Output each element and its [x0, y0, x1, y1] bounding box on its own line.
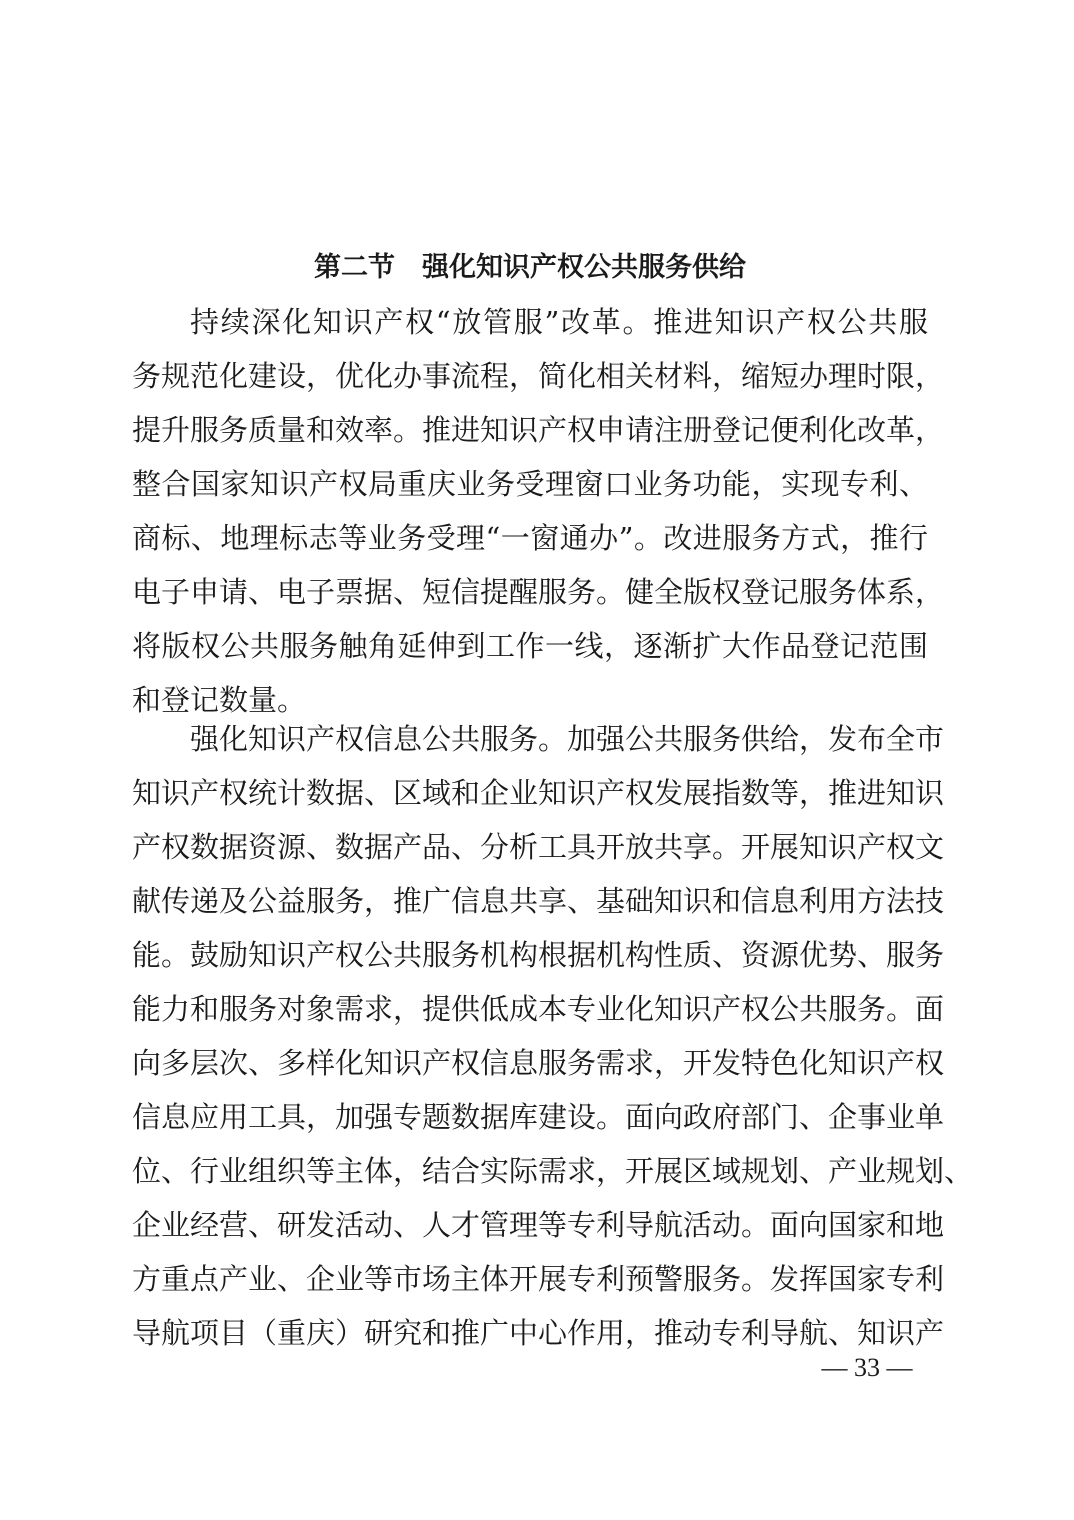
paragraph-line: 和登记数量。 [132, 683, 307, 717]
paragraph-line: 持续深化知识产权“放管服”改革。推进知识产权公共服 [190, 305, 928, 339]
paragraph-line: 位、行业组织等主体，结合实际需求，开展区域规划、产业规划、 [132, 1154, 974, 1188]
paragraph-line: 能力和服务对象需求，提供低成本专业化知识产权公共服务。面 [132, 992, 945, 1026]
paragraph-line: 提升服务质量和效率。推进知识产权申请注册登记便利化改革， [132, 413, 945, 447]
paragraph-line: 向多层次、多样化知识产权信息服务需求，开发特色化知识产权 [132, 1046, 945, 1080]
paragraph-line: 方重点产业、企业等市场主体开展专利预警服务。发挥国家专利 [132, 1262, 945, 1296]
paragraph-line: 将版权公共服务触角延伸到工作一线，逐渐扩大作品登记范围 [132, 629, 928, 663]
page-number: — 33 — [821, 1353, 913, 1382]
paragraph-line: 献传递及公益服务，推广信息共享、基础知识和信息利用方法技 [132, 884, 945, 918]
paragraph-line: 信息应用工具，加强专题数据库建设。面向政府部门、企事业单 [132, 1100, 945, 1134]
paragraph-line: 能。鼓励知识产权公共服务机构根据机构性质、资源优势、服务 [132, 938, 945, 972]
paragraph-public-service-reform [132, 295, 945, 727]
paragraph-line: 电子申请、电子票据、短信提醒服务。健全版权登记服务体系， [132, 575, 945, 609]
paragraph-line: 商标、地理标志等业务受理“一窗通办”。改进服务方式，推行 [132, 521, 928, 555]
paragraph-line: 产权数据资源、数据产品、分析工具开放共享。开展知识产权文 [132, 830, 945, 864]
paragraph-information-service [132, 712, 974, 1360]
paragraph-line: 知识产权统计数据、区域和企业知识产权发展指数等，推进知识 [132, 776, 945, 810]
paragraph-line: 企业经营、研发活动、人才管理等专利导航活动。面向国家和地 [132, 1208, 945, 1242]
paragraph-line: 务规范化建设，优化办事流程，简化相关材料，缩短办理时限， [132, 359, 945, 393]
paragraph-line: 强化知识产权信息公共服务。加强公共服务供给，发布全市 [190, 722, 945, 756]
paragraph-line: 导航项目（重庆）研究和推广中心作用，推动专利导航、知识产 [132, 1316, 945, 1350]
paragraph-line: 整合国家知识产权局重庆业务受理窗口业务功能，实现专利、 [132, 467, 928, 501]
section-title: 第二节 强化知识产权公共服务供给 [314, 252, 746, 283]
